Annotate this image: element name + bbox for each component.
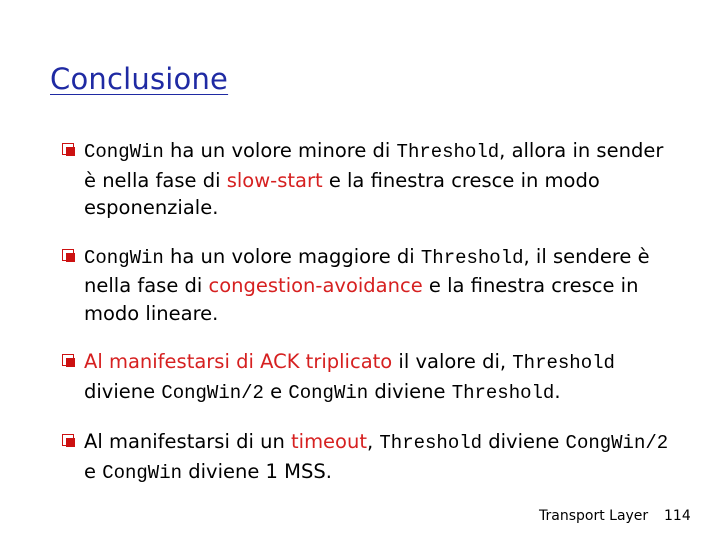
bullet-text — [84, 139, 663, 219]
square-bullet-icon — [62, 434, 74, 446]
text-run: diviene — [84, 379, 162, 403]
bullet-item-3 — [62, 348, 672, 407]
code-term: CongWin/2 — [161, 381, 264, 404]
square-bullet-icon — [62, 354, 74, 366]
bullet-item-4 — [62, 428, 672, 487]
bullet-text — [84, 350, 615, 403]
code-term: CongWin — [84, 246, 164, 269]
text-run: diviene — [482, 430, 566, 453]
code-term: Threshold — [420, 246, 524, 269]
bullet-item-1 — [62, 137, 672, 222]
text-run: . — [554, 379, 561, 403]
code-term: CongWin — [84, 141, 164, 163]
code-term: Threshold — [379, 432, 483, 454]
code-term: Threshold — [512, 352, 615, 374]
text-run: ha un volore minore di — [163, 139, 397, 162]
text-run: e la finestra cresce in modo esponenziale. — [84, 168, 600, 219]
text-run: , — [367, 430, 380, 453]
text-run: e — [263, 379, 289, 403]
code-term: CongWin — [288, 381, 369, 404]
bullet-item-2 — [62, 243, 672, 328]
slide-title: Conclusione — [50, 62, 229, 96]
square-bullet-icon — [62, 249, 74, 261]
bullet-text — [84, 245, 650, 325]
code-term: Threshold — [451, 381, 555, 404]
text-run: , allora in sender è nella fase di — [84, 139, 664, 192]
text-run: diviene 1 MSS. — [182, 459, 332, 483]
code-term: Threshold — [396, 141, 500, 163]
text-run: Al manifestarsi di un — [84, 430, 291, 453]
highlighted-term: timeout — [291, 430, 367, 453]
square-bullet-icon — [62, 143, 74, 155]
footer-label: Transport Layer — [539, 508, 649, 524]
highlighted-term: slow-start — [226, 168, 323, 192]
text-run: diviene — [368, 379, 452, 403]
page-number: 114 — [664, 508, 691, 524]
highlighted-term: Al manifestarsi di ACK triplicato — [84, 350, 393, 373]
text-run: ha un volore maggiore di — [163, 244, 421, 268]
code-term: CongWin — [102, 461, 183, 484]
text-run: , il sendere è nella fase di — [84, 244, 650, 297]
text-run: il valore di, — [392, 350, 513, 373]
text-run: e la finestra cresce in modo lineare. — [84, 274, 639, 325]
text-run: e — [84, 459, 103, 483]
code-term: CongWin/2 — [565, 432, 669, 454]
bullet-text — [84, 430, 668, 483]
highlighted-term: congestion-avoidance — [208, 274, 423, 297]
bullet-list — [62, 137, 672, 487]
